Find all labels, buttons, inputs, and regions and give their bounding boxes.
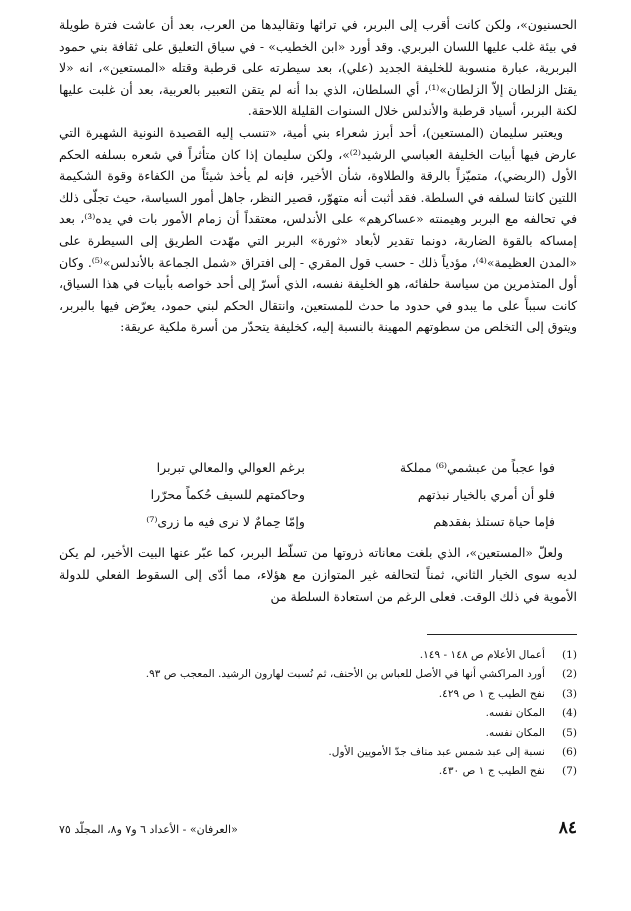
- verse-first-hemistich: فلو أن أمري بالخيار نبذتهم: [417, 487, 555, 502]
- verse-first-hemistich: فإما حياة تستلذ بفقدهم: [433, 514, 555, 529]
- footnote-text: المكان نفسه.: [485, 707, 545, 720]
- footnote-number: (7): [561, 765, 577, 778]
- verse-second-hemistich: وإمّا حِمامٌ لا نرى فيه ما زرى⁽⁷⁾: [146, 514, 305, 529]
- footnote-text: المكان نفسه.: [485, 726, 545, 739]
- paragraph-1: الحسنيون»، ولكن كانت أقرب إلى البربر، في تراثها وتقاليدها من العرب، بعد أن عاشت فترة طويلة في بيئة غلب عليها اللسان البربري. وقد أورد «ابن الخطيب» - في سياق التعليق على ثقافة بني حمود البربرية، عبارة منسوبة للخليفة الجديد (علي)، بعد سيطرته على قرطبة وقتله «المستعين»، انه «لا يقتل الزلطان إلاّ الزلطان»⁽¹⁾، أي السلطان، الذي بدا أنه لم يتقن التعبير بالعربية، بعد أن غلبت عليها لكنة البربر، أسياد قرطبة والأندلس خلال السنوات القليلة اللاحقة.: [59, 17, 577, 119]
- closing-text: [59, 542, 577, 607]
- journal-citation: «العرفان» - الأعداد ٦ و٧ و٨، المجلّد ٧٥: [59, 823, 238, 836]
- verse-second-hemistich: وحاكمتهم للسيف حُكماً محرّرا: [150, 487, 305, 502]
- footnote-number: (3): [561, 687, 577, 700]
- footnote-item: [59, 743, 577, 762]
- footnote-separator: [427, 634, 577, 635]
- footnote-number: (5): [561, 726, 577, 739]
- verse-line: [65, 514, 555, 541]
- verse-first-hemistich: فوا عجباً من عبشمي⁽⁶⁾ مملكة: [399, 460, 555, 475]
- verse-second-hemistich: برغم العوالي والمعالي تبربرا: [156, 460, 305, 475]
- footnote-item: [59, 762, 577, 781]
- footnotes: [59, 646, 577, 782]
- poem-verses: [65, 460, 555, 541]
- footnote-item: [59, 685, 577, 704]
- footnote-text: نسبة إلى عبد شمس عبد مناف جدّ الأمويين الأول.: [328, 746, 545, 759]
- footnote-item: [59, 724, 577, 743]
- footnote-text: أورد المراكشي أنها في الأصل للعباس بن الأحنف، ثم نُسبت لهارون الرشيد. المعجب ص ٩٣.: [145, 668, 545, 681]
- main-text: [59, 14, 577, 338]
- footnote-number: (1): [561, 649, 577, 661]
- verse-line: [65, 487, 555, 514]
- closing-paragraph: ولعلّ «المستعين»، الذي بلغت معاناته ذروتها من تسلّط البربر، كما عبّر عنها البيت الأخير، لم يكن لديه سوى الخيار الثاني، ثمناً لتحالفه غير المتوازن مع هؤلاء، مما أدّى إلى السقوط الفعلي للدولة الأموية في ذلك الوقت. فعلى الرغم من استعادة السلطة من: [59, 545, 577, 604]
- footnote-text: نفح الطيب ج ١ ص ٤٢٩.: [438, 687, 545, 700]
- footnote-text: نفح الطيب ج ١ ص ٤٣٠.: [438, 765, 545, 778]
- page-number: ٨٤: [558, 818, 577, 838]
- footnote-number: (6): [561, 746, 577, 759]
- footnote-item: [59, 665, 577, 684]
- footnote-item: [59, 704, 577, 723]
- verse-line: [65, 460, 555, 487]
- footnote-text: أعمال الأعلام ص ١٤٨ - ١٤٩.: [419, 649, 545, 661]
- footnote-number: (4): [561, 707, 577, 720]
- paragraph-2: ويعتبر سليمان (المستعين)، أحد أبرز شعراء بني أمية، «تنسب إليه القصيدة النونية الشهيرة التي عارض فيها أبيات الخليفة العباسي الرشيد⁽²⁾»، ولكن سليمان إذا كان متأثراً في شعره بسلفه الحكم الأول (الربضي)، متميّزاً بالرقة والطلاوة، شأن الأخير، فإنه لم يأخذ شيئاً من الكفاءة وقوة الشكيمة اللتين كانتا لسلفه في السلطة. فقد أثبت أنه متهوّر، قصير النظر، جاهل أمور السياسة، حيث تجلّى ذلك في تحالفه مع البربر وهيمنته «عساكرهم» على الأندلس، معتقداً أن زمام الأمور بات في يده⁽³⁾، بعد إمساكه بالقوة الضاربة، دونما تقدير لأبعاد «ثورة» البربر التي مهّدت الطريق إلى السيطرة على «المدن العظيمة»⁽⁴⁾، مؤدياً ذلك - حسب قول المقري - إلى افتراق «شمل الجماعة بالأندلس»⁽⁵⁾. وكان أول المتذمرين من سياسة حلفائه، هو الخليفة نفسه، الذي أسرّ إلى أحد خواصه بأبيات في هذا السياق، كانت سبباً على ما يبدو في حدود ما حدث للمستعين، وانتقال الحكم لبني حمود، يعرّض فيها بالبربر، ويتوق إلى التخلص من سطوتهم المهينة بالنسبة إليه، كخليفة يتحدّر من أسرة ملكية عريقة:: [59, 124, 577, 335]
- footnote-number: (2): [561, 668, 577, 681]
- footnote-item: [59, 646, 577, 665]
- page-footer: [59, 818, 577, 838]
